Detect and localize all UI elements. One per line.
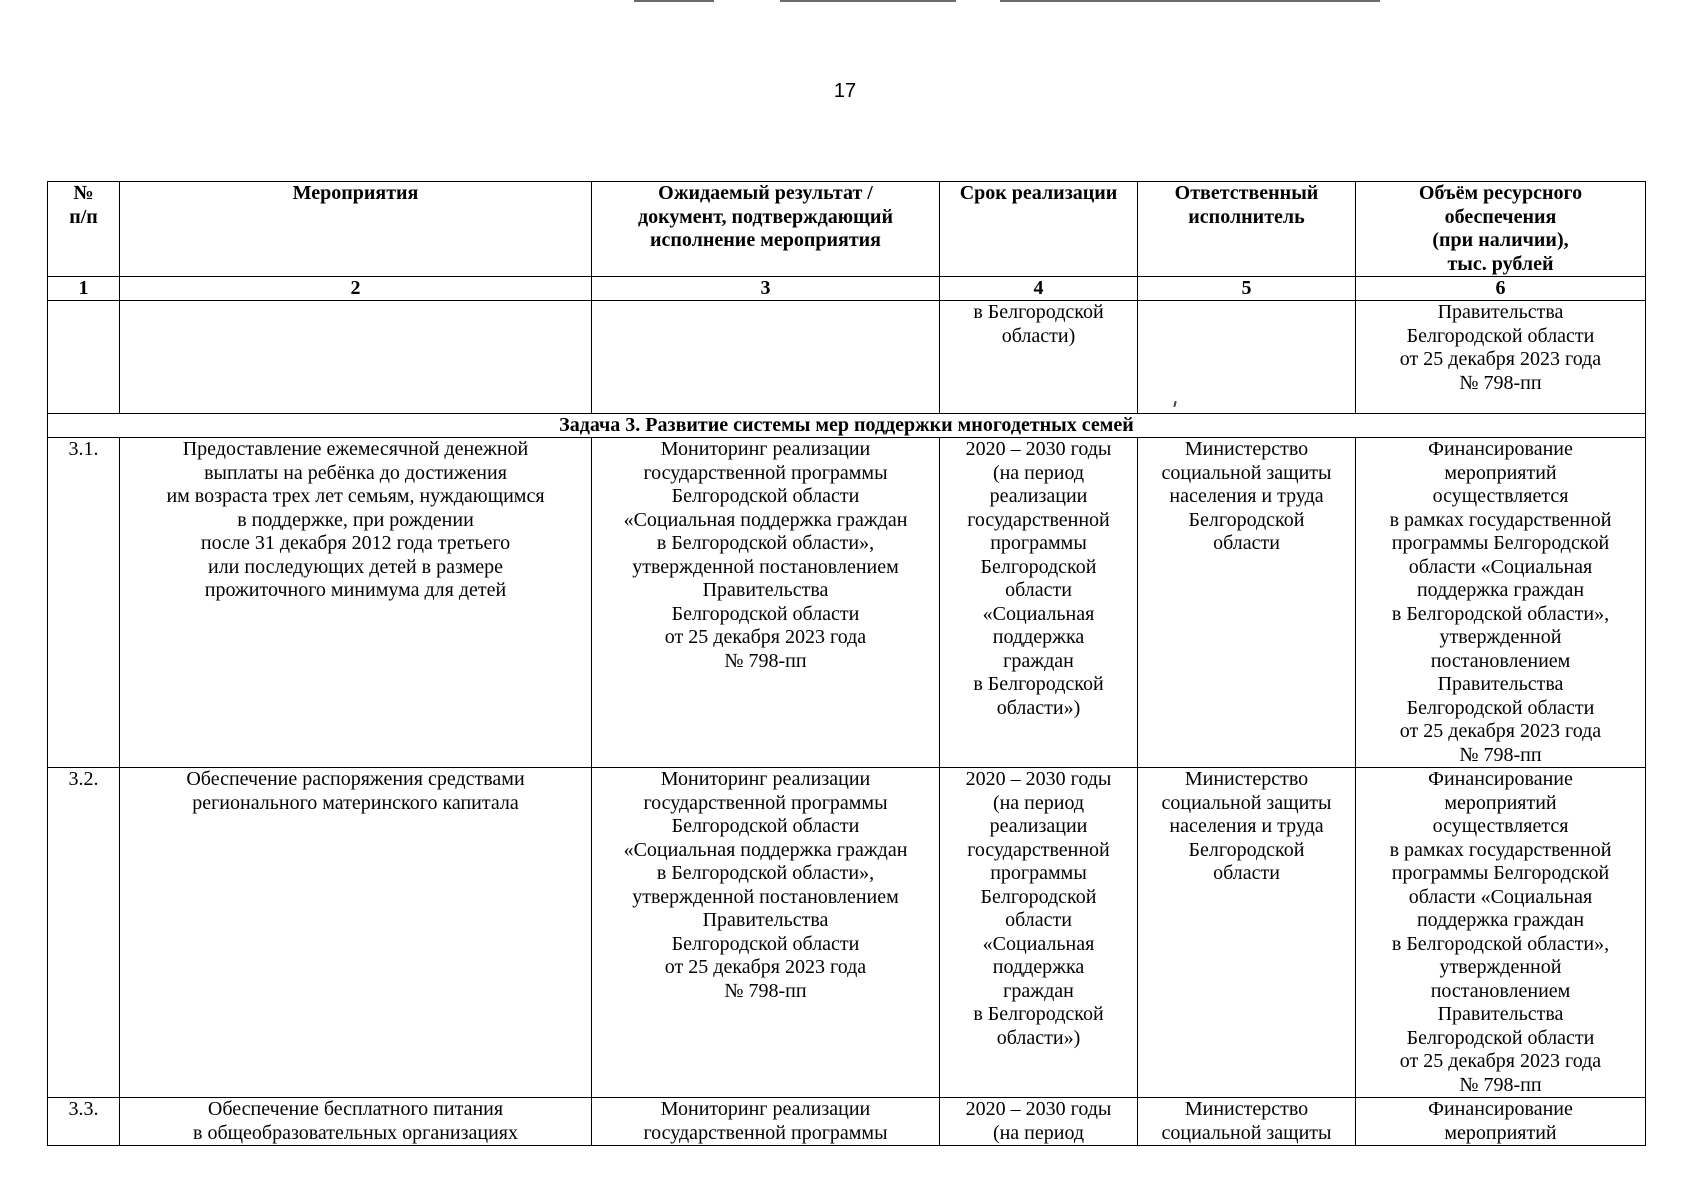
table-header-row xyxy=(48,182,1646,277)
header-expected-result: Ожидаемый результат / документ, подтверждающий исполнение мероприятия xyxy=(592,182,940,277)
cell-activity: Обеспечение распоряжения средствами регионального материнского капитала xyxy=(120,768,592,1098)
cell-executor: Министерство социальной защиты населения и труда Белгородской области xyxy=(1138,768,1356,1098)
cell-number: 3.3. xyxy=(48,1098,120,1146)
header-funding: Объём ресурсного обеспечения (при наличии), тыс. рублей xyxy=(1356,182,1646,277)
cell-number xyxy=(48,301,120,414)
cell-executor: Министерство социальной защиты xyxy=(1138,1098,1356,1146)
cell-result: Мониторинг реализации государственной программы Белгородской области «Социальная поддержка граждан в Белгородской области», утвержденной постановлением Правительства Белгородской области от 25 декабря 2023 года № 798-пп xyxy=(592,438,940,768)
column-number: 1 xyxy=(48,277,120,301)
cell-funding: Финансирование мероприятий xyxy=(1356,1098,1646,1146)
table-row xyxy=(48,768,1646,1098)
cell-result xyxy=(592,301,940,414)
cell-result: Мониторинг реализации государственной программы Белгородской области «Социальная поддержка граждан в Белгородской области», утвержденной постановлением Правительства Белгородской области от 25 декабря 2023 года № 798-пп xyxy=(592,768,940,1098)
column-numbers-row xyxy=(48,277,1646,301)
column-number: 2 xyxy=(120,277,592,301)
continuation-row xyxy=(48,301,1646,414)
cell-term: 2020 – 2030 годы (на период xyxy=(940,1098,1138,1146)
table-row xyxy=(48,438,1646,768)
cell-term: в Белгородской области) xyxy=(940,301,1138,414)
cell-activity xyxy=(120,301,592,414)
cell-executor xyxy=(1138,301,1356,414)
cell-number: 3.1. xyxy=(48,438,120,768)
column-number: 4 xyxy=(940,277,1138,301)
header-term: Срок реализации xyxy=(940,182,1138,277)
header-number: № п/п xyxy=(48,182,120,277)
scan-top-marks xyxy=(0,0,1703,4)
cell-term: 2020 – 2030 годы (на период реализации государственной программы Белгородской области «Социальная поддержка граждан в Белгородской области») xyxy=(940,768,1138,1098)
cell-activity: Обеспечение бесплатного питания в общеобразовательных организациях xyxy=(120,1098,592,1146)
table-row xyxy=(48,1098,1646,1146)
header-executor: Ответственный исполнитель xyxy=(1138,182,1356,277)
column-number: 3 xyxy=(592,277,940,301)
cell-term: 2020 – 2030 годы (на период реализации государственной программы Белгородской области «Социальная поддержка граждан в Белгородской области») xyxy=(940,438,1138,768)
column-number: 5 xyxy=(1138,277,1356,301)
cell-funding: Финансирование мероприятий осуществляется в рамках государственной программы Белгородской области «Социальная поддержка граждан в Белгородской области», утвержденной постановлением Правительства Белгородской области от 25 декабря 2023 года № 798-пп xyxy=(1356,768,1646,1098)
header-activities: Мероприятия xyxy=(120,182,592,277)
cell-result: Мониторинг реализации государственной программы xyxy=(592,1098,940,1146)
cell-funding: Правительства Белгородской области от 25 декабря 2023 года № 798-пп xyxy=(1356,301,1646,414)
page-number: 17 xyxy=(833,80,857,102)
cell-number: 3.2. xyxy=(48,768,120,1098)
cell-activity: Предоставление ежемесячной денежной выплаты на ребёнка до достижения им возраста трех лет семьям, нуждающимся в поддержке, при рождении после 31 декабря 2012 года третьего или последующих детей в размере прожиточного минимума для детей xyxy=(120,438,592,768)
measures-table xyxy=(47,181,1646,1146)
cell-executor: Министерство социальной защиты населения и труда Белгородской области xyxy=(1138,438,1356,768)
section-row xyxy=(48,414,1646,438)
column-number: 6 xyxy=(1356,277,1646,301)
section-title: Задача 3. Развитие системы мер поддержки многодетных семей xyxy=(48,414,1646,438)
cell-funding: Финансирование мероприятий осуществляется в рамках государственной программы Белгородской области «Социальная поддержка граждан в Белгородской области», утвержденной постановлением Правительства Белгородской области от 25 декабря 2023 года № 798-пп xyxy=(1356,438,1646,768)
